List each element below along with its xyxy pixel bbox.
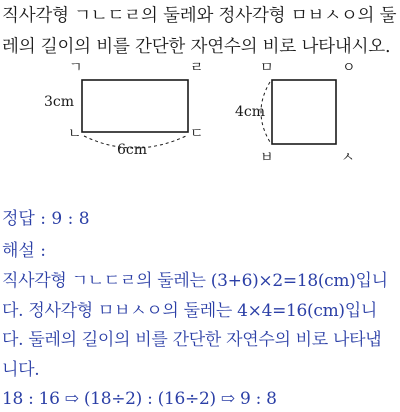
square-vertex-bl: ㅂ <box>260 150 274 166</box>
answer-label: 정답 : <box>2 209 46 229</box>
figure <box>0 58 400 168</box>
square-vertex-tr: ㅇ <box>342 60 356 76</box>
square-vertex-br: ㅅ <box>341 150 355 166</box>
rectangle-shape <box>82 80 188 132</box>
square-vertex-tl: ㅁ <box>260 60 274 76</box>
rect-vertex-tr: ㄹ <box>190 60 204 76</box>
rect-vertex-br: ㄷ <box>190 126 204 142</box>
explanation-line-3: 다. 둘레의 길이의 비를 간단한 자연수의 비로 나타냅 <box>2 330 382 350</box>
explanation-line-5: 18 : 16 ⇨ (18÷2) : (16÷2) ⇨ 9 : 8 <box>2 389 277 409</box>
rect-width-label: 6cm <box>117 142 148 158</box>
explanation-label: 해설 : <box>2 241 46 261</box>
square-shape <box>272 80 336 144</box>
answer-value: 9 : 8 <box>51 209 90 229</box>
square-side-label: 4cm <box>235 104 266 120</box>
rect-vertex-tl: ㄱ <box>69 60 83 76</box>
explanation-line-2: 다. 정사각형 ㅁㅂㅅㅇ의 둘레는 4×4=16(cm)입니 <box>2 301 378 321</box>
question-line-1: 직사각형 ㄱㄴㄷㄹ의 둘레와 정사각형 ㅁㅂㅅㅇ의 둘 <box>2 6 397 26</box>
question-line-2: 레의 길이의 비를 간단한 자연수의 비로 나타내시오. <box>2 37 391 57</box>
answer-line <box>2 206 90 232</box>
rect-vertex-bl: ㄴ <box>68 126 82 142</box>
rect-height-label: 3cm <box>44 94 75 110</box>
explanation-line-4: 니다. <box>2 360 40 380</box>
explanation-line-1: 직사각형 ㄱㄴㄷㄹ의 둘레는 (3+6)×2=18(cm)입니 <box>2 271 388 291</box>
